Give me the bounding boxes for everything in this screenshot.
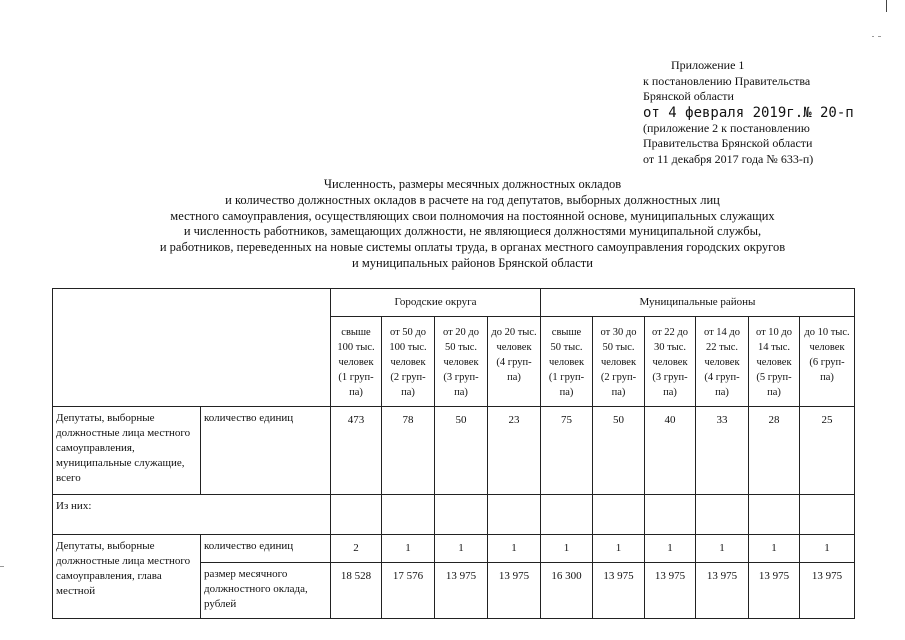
category-header: свыше 50 тыс. человек (1 груп- па) (541, 317, 593, 407)
table-cell (382, 495, 435, 535)
table-cell (488, 495, 541, 535)
staffing-table (52, 288, 855, 619)
appendix-line: (приложение 2 к постановлению (643, 120, 810, 135)
row-label-of-which: Из них: (53, 495, 331, 535)
table-cell: 13 975 (749, 563, 800, 619)
appendix-block (643, 58, 873, 167)
table-cell (749, 495, 800, 535)
table-cell (696, 495, 749, 535)
table-cell: 25 (800, 407, 855, 495)
appendix-line: к постановлению Правительства (643, 73, 811, 88)
table-cell: 18 528 (331, 563, 382, 619)
table-cell: 1 (382, 535, 435, 563)
table-cell (331, 495, 382, 535)
table-cell: 1 (800, 535, 855, 563)
title-line: и численность работников, замещающих должности, не являющиеся должностями муниципальной службы, (183, 224, 762, 239)
category-header: от 30 до 50 тыс. человек (2 груп- па) (593, 317, 645, 407)
scan-mark (878, 36, 881, 37)
row-measure: размер месячного должностного оклада, рублей (201, 563, 331, 619)
row-measure: количество единиц (201, 407, 331, 495)
category-header: от 22 до 30 тыс. человек (3 груп- па) (645, 317, 696, 407)
appendix-line: Приложение 1 (671, 58, 745, 72)
table-cell (541, 495, 593, 535)
table-cell: 1 (435, 535, 488, 563)
table-cell (435, 495, 488, 535)
title-line: Численность, размеры месячных должностных окладов (323, 177, 622, 191)
table-cell: 40 (645, 407, 696, 495)
title-line: местного самоуправления, осуществляющих свои полномочия на постоянной основе, муниципальных служащих (170, 208, 775, 223)
category-header: до 20 тыс. человек (4 груп- па) (488, 317, 541, 407)
appendix-line: Брянской области (643, 89, 734, 103)
table-cell: 50 (435, 407, 488, 495)
title-line: и работников, переведенных на новые системы оплаты труда, в органах местного самоуправления городских округов (159, 240, 786, 255)
table-cell: 78 (382, 407, 435, 495)
table-cell: 23 (488, 407, 541, 495)
title-line: и количество должностных окладов в расчете на год депутатов, выборных должностных лиц (225, 192, 720, 207)
table-cell (645, 495, 696, 535)
table-cell: 33 (696, 407, 749, 495)
margin-mark (886, 0, 887, 12)
table-cell: 1 (645, 535, 696, 563)
category-header: до 10 тыс. человек (6 груп- па) (800, 317, 855, 407)
table-cell: 1 (488, 535, 541, 563)
category-header: свыше 100 тыс. человек (1 груп- па) (331, 317, 382, 407)
table-cell: 16 300 (541, 563, 593, 619)
row-label-total: Депутаты, выборные должностные лица местного самоуправления, муниципальные служащие, всего (53, 407, 201, 495)
header-city-districts: Городские округа (331, 289, 541, 317)
row-measure: количество единиц (201, 535, 331, 563)
appendix-date: от 4 февраля 2019г.№ 20-п (643, 104, 854, 121)
category-header: от 50 до 100 тыс. человек (2 груп- па) (382, 317, 435, 407)
appendix-line: Правительства Брянской области (643, 136, 813, 150)
table-cell (593, 495, 645, 535)
table-cell: 13 975 (593, 563, 645, 619)
table-cell (800, 495, 855, 535)
row-label-heads: Депутаты, выборные должностные лица местного самоуправления, глава местной (53, 535, 201, 619)
table-cell: 473 (331, 407, 382, 495)
table-cell: 17 576 (382, 563, 435, 619)
table-cell: 50 (593, 407, 645, 495)
table-cell: 75 (541, 407, 593, 495)
table-cell: 13 975 (800, 563, 855, 619)
scan-mark (0, 566, 4, 567)
category-header: от 14 до 22 тыс. человек (4 груп- па) (696, 317, 749, 407)
scan-mark (872, 36, 874, 37)
table-cell: 1 (696, 535, 749, 563)
table-cell: 13 975 (488, 563, 541, 619)
category-header: от 10 до 14 тыс. человек (5 груп- па) (749, 317, 800, 407)
table-cell: 2 (331, 535, 382, 563)
appendix-line: от 11 декабря 2017 года № 633-п) (643, 151, 814, 166)
header-corner (53, 289, 331, 407)
table-cell: 13 975 (696, 563, 749, 619)
table-cell: 13 975 (435, 563, 488, 619)
title-line: и муниципальных районов Брянской области (352, 255, 593, 270)
table-cell: 13 975 (645, 563, 696, 619)
table-cell: 1 (541, 535, 593, 563)
document-title (40, 177, 905, 272)
header-municipal-districts: Муниципальные районы (541, 289, 855, 317)
category-header: от 20 до 50 тыс. человек (3 груп- па) (435, 317, 488, 407)
table-cell: 28 (749, 407, 800, 495)
table-cell: 1 (749, 535, 800, 563)
table-cell: 1 (593, 535, 645, 563)
